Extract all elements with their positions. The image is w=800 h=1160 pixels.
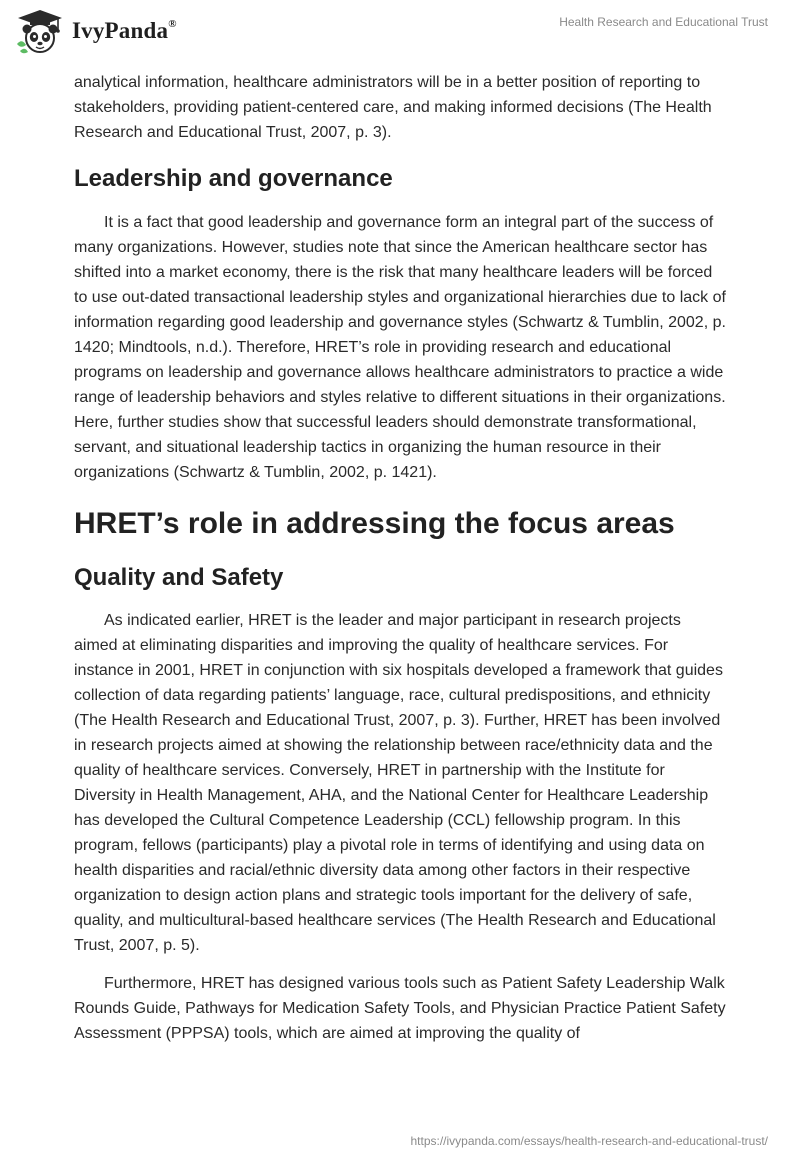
document-title: Health Research and Educational Trust — [559, 15, 768, 29]
paragraph-leadership: It is a fact that good leadership and governance form an integral part of the success of many organizations. However, studies note that since the American healthcare sector has shifted into a market economy, there is the risk that many healthcare leaders will be forced to use out-dated transactional leadership styles and organizational hierarchies due to lack of information regarding good leadership and governance styles (Schwartz & Tumblin, 2002, p. 1420; Mindtools, n.d.). Therefore, HRET’s role in providing research and educational programs on leadership and governance allows healthcare administrators to practice a wide range of leadership behaviors and styles relative to different situations in their organizations. Here, further studies show that successful leaders should demonstrate transformational, servant, and situational leadership tactics in organizing the human resource in their organizations (Schwartz & Tumblin, 2002, p. 1421). — [74, 214, 726, 481]
heading-hret-role: HRET’s role in addressing the focus areas — [74, 507, 675, 540]
heading-quality-safety: Quality and Safety — [74, 564, 284, 591]
paragraph-tools: Furthermore, HRET has designed various tools such as Patient Safety Leadership Walk Rounds Guide, Pathways for Medication Safety Tools, and Physician Practice Patient Safety Assessment (PPPSA) tools, which are aimed at improving the quality of — [74, 975, 726, 1042]
ivypanda-logo[interactable] — [14, 8, 177, 54]
heading-leadership-governance: Leadership and governance — [74, 165, 393, 192]
panda-graduation-icon — [14, 8, 66, 54]
brand-name: IvyPanda® — [72, 18, 177, 43]
source-url[interactable]: https://ivypanda.com/essays/health-research-and-educational-trust/ — [410, 1134, 768, 1148]
essay-body — [74, 70, 726, 1046]
page-header — [0, 0, 800, 62]
paragraph-quality: As indicated earlier, HRET is the leader and major participant in research projects aimed at eliminating disparities and improving the quality of healthcare services. For instance in 2001, HRET in conjunction with six hospitals developed a framework that guides collection of data regarding patients’ language, race, cultural predispositions, and ethnicity (The Health Research and Educational Trust, 2007, p. 3). Further, HRET has been involved in research projects aimed at showing the relationship between race/ethnicity data and the quality of healthcare services. Conversely, HRET in partnership with the Institute for Diversity in Health Management, AHA, and the National Center for Healthcare Leadership has developed the Cultural Competence Leadership (CCL) fellowship program. In this program, fellows (participants) play a pivotal role in terms of identifying and using data on health disparities and racial/ethnic diversity data among other factors in their respective organization to design action plans and strategic tools important for the delivery of safe, quality, and multicultural-based healthcare services (The Health Research and Educational Trust, 2007, p. 5). — [74, 612, 723, 954]
paragraph-intro: analytical information, healthcare administrators will be in a better position of reporting to stakeholders, providing patient-centered care, and making informed decisions (The Health Research and Educational Trust, 2007, p. 3). — [74, 74, 712, 141]
